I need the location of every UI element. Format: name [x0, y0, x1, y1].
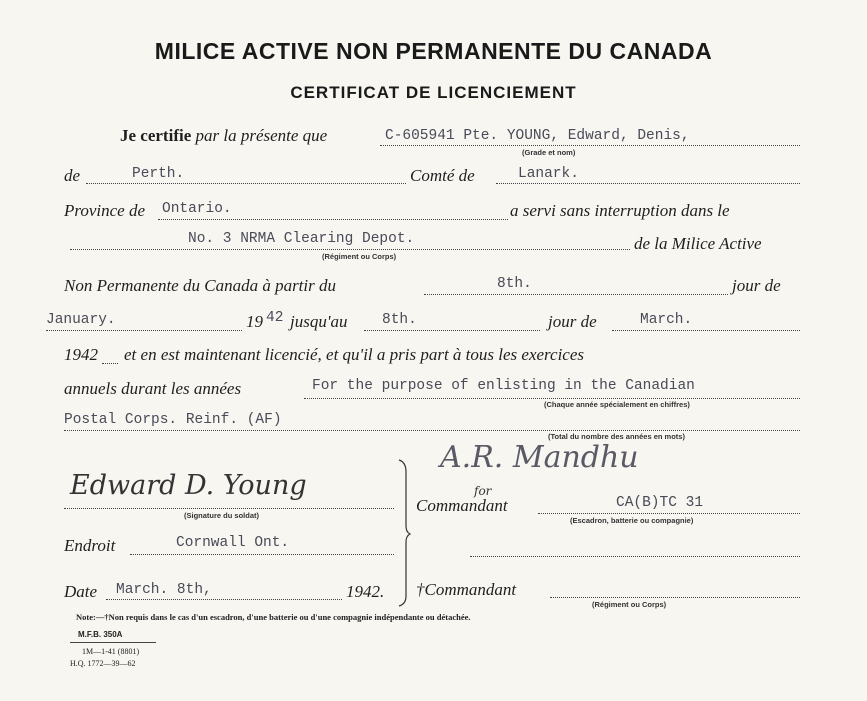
since-year: 42: [266, 310, 284, 326]
until-year: 1942: [64, 345, 98, 364]
certificate-subtitle: CERTIFICAT DE LICENCIEMENT: [290, 83, 577, 102]
place-value: Cornwall Ont.: [176, 535, 290, 551]
discharged-text: et en est maintenant licencié, et qu'il a pris part à tous les exercices: [124, 345, 585, 364]
years-value-1: For the purpose of enlisting in the Canadian: [312, 378, 695, 394]
until-text: jusqu'au: [290, 312, 348, 331]
total-caption: (Total du nombre des années en mots): [548, 432, 685, 441]
date-value: March. 8th,: [116, 582, 212, 598]
commander-label: Commandant: [416, 496, 508, 515]
commander2-caption: (Régiment ou Corps): [592, 600, 667, 609]
date-year: 1942.: [346, 582, 385, 601]
certificate-title: MILICE ACTIVE NON PERMANENTE DU CANADA: [154, 38, 713, 64]
served-text: a servi sans interruption dans le: [510, 201, 730, 220]
since-day: 8th.: [497, 276, 532, 292]
commander2-label: †Commandant: [416, 580, 517, 599]
de-label: de: [64, 166, 81, 185]
for-mark: for: [474, 484, 492, 498]
province-label: Province de: [64, 201, 146, 220]
militia-text: de la Milice Active: [634, 234, 762, 253]
jour-de-label-2: jour de: [548, 312, 597, 331]
until-day: 8th.: [382, 312, 417, 328]
hq-code: H.Q. 1772—39—62: [70, 659, 136, 668]
county-value: Lanark.: [518, 166, 579, 182]
commander-caption: (Escadron, batterie ou compagnie): [570, 516, 694, 525]
until-month: March.: [640, 312, 693, 328]
soldier-signature: Edward D. Young: [70, 470, 307, 501]
since-month: January.: [46, 312, 116, 328]
line1-intro: Je certifie par la présente que: [120, 126, 328, 145]
years-caption: (Chaque année spécialement en chiffres): [544, 400, 690, 409]
date-label: Date: [64, 582, 98, 601]
unit-value: No. 3 NRMA Clearing Depot.: [188, 231, 415, 247]
place-label: Endroit: [64, 536, 116, 555]
annual-text: annuels durant les années: [64, 379, 242, 398]
county-label: Comté de: [410, 166, 475, 185]
officer-signature: A.R. Mandhu: [440, 440, 639, 475]
commander-value: CA(B)TC 31: [616, 495, 704, 511]
unit-caption: (Régiment ou Corps): [322, 252, 397, 261]
years-value-2: Postal Corps. Reinf. (AF): [64, 412, 282, 428]
since-text: Non Permanente du Canada à partir du: [64, 276, 336, 295]
divider-bracket: [396, 458, 412, 608]
print-code: 1M—1-41 (8801): [82, 647, 140, 656]
town-value: Perth.: [132, 166, 185, 182]
form-id: M.F.B. 350A: [78, 630, 123, 639]
soldier-caption: (Signature du soldat): [184, 511, 259, 520]
jour-de-label-1: jour de: [732, 276, 781, 295]
name-caption: (Grade et nom): [522, 148, 576, 157]
name-value: C-605941 Pte. YOUNG, Edward, Denis,: [385, 128, 690, 144]
year-prefix: 19: [246, 312, 263, 331]
province-value: Ontario.: [162, 201, 232, 217]
footer-note: Note:—†Non requis dans le cas d'un escadron, d'une batterie ou d'une compagnie indépendante ou détachée.: [76, 612, 471, 622]
